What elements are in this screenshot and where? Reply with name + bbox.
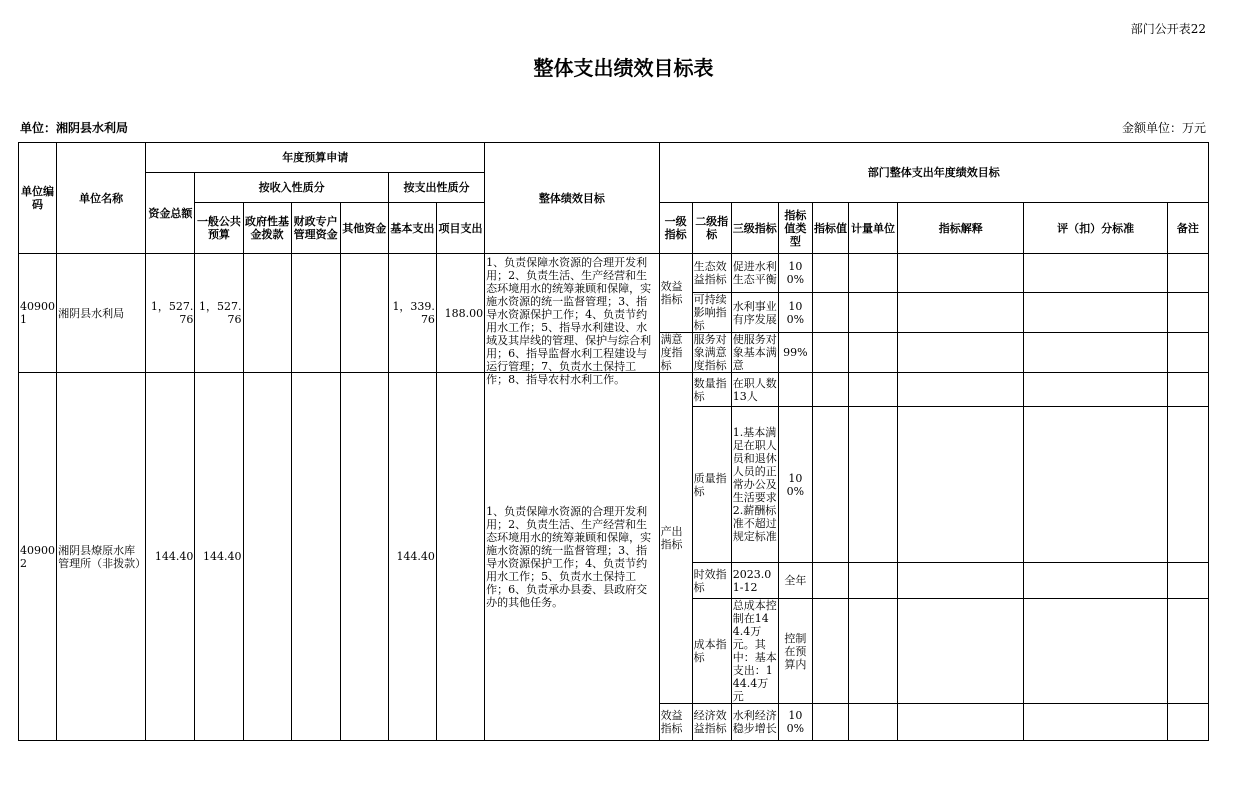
page-title: 整体支出绩效目标表 xyxy=(533,56,714,80)
header-value: 指标值 xyxy=(812,203,848,254)
row2-name: 湘阴县燎原水库管理所（非拨款） xyxy=(57,373,146,741)
header-unit-name: 单位名称 xyxy=(57,143,146,254)
row1-l2-satisfaction-text: 服务对象满意度指标 xyxy=(693,333,727,372)
row2-l3-quality: 1.基本满足在职人员和退休人员的正常办公及生活要求 2.薪酬标准不超过规定标准 xyxy=(731,407,778,563)
row2-type-cost: 控制在预算内 xyxy=(778,599,812,704)
row2-l2-economic: 经济效益指标 xyxy=(692,704,731,741)
row2-l2-cost: 成本指标 xyxy=(692,599,731,704)
row1-name: 湘阴县水利局 xyxy=(57,254,146,373)
row2-gov-fund xyxy=(243,373,291,741)
header-gov-fund: 政府性基金拨款 xyxy=(243,203,291,254)
header-basic-exp: 基本支出 xyxy=(388,203,436,254)
row1-l1-satisfaction-text: 满意度指标 xyxy=(660,333,683,372)
row1-basic: 1，339.76 xyxy=(388,254,436,373)
row2-l2-quality: 质量指标 xyxy=(692,407,731,563)
row1-l2-satisfaction xyxy=(692,333,731,373)
row2-other xyxy=(340,373,388,741)
row1-l1-benefit: 效益指标 xyxy=(659,254,692,333)
header-level2: 二级指标 xyxy=(692,203,731,254)
row2-l3-quantity: 在职人数13人 xyxy=(731,373,778,407)
row1-l3-eco xyxy=(731,254,778,293)
table-number-label: 部门公开表22 xyxy=(1130,22,1206,36)
row1-type-satisfaction: 99% xyxy=(778,333,812,373)
row2-l2-time: 时效指标 xyxy=(692,563,731,599)
header-other-fund: 其他资金 xyxy=(340,203,388,254)
row1-type-sustain: 100% xyxy=(778,293,812,333)
row2-type-quality: 100% xyxy=(778,407,812,563)
row2-l1-output: 产出指标 xyxy=(659,373,692,704)
row2-fiscal xyxy=(291,373,340,741)
row2-total: 144.40 xyxy=(146,373,195,741)
header-budget-apply: 年度预算申请 xyxy=(146,143,485,173)
row2-project xyxy=(436,373,484,741)
row2-l3-economic xyxy=(731,704,778,741)
header-remark: 备注 xyxy=(1167,203,1208,254)
row1-gov-fund xyxy=(243,254,291,373)
table-row xyxy=(19,254,1209,293)
row2-l3-cost: 总成本控制在144.4万元。其中：基本支出：144.4万元 xyxy=(732,599,777,703)
row1-code: 409001 xyxy=(19,254,57,373)
row2-general: 144.40 xyxy=(195,373,243,741)
row1-l1-satisfaction xyxy=(659,333,692,373)
row2-type-quantity xyxy=(778,373,812,407)
header-overall-goal: 整体绩效目标 xyxy=(485,143,659,254)
row1-l2-sustain xyxy=(692,293,731,333)
row2-l2-quantity: 数量指标 xyxy=(692,373,731,407)
row1-l2-eco: 生态效益指标 xyxy=(692,254,731,293)
header-dept-goal: 部门整体支出年度绩效目标 xyxy=(659,143,1208,203)
header-unit-code: 单位编码 xyxy=(19,143,57,254)
header-level1: 一级指标 xyxy=(659,203,692,254)
row2-code: 409002 xyxy=(19,373,57,741)
header-general-budget: 一般公共预算 xyxy=(195,203,243,254)
header-scoring: 评（扣）分标准 xyxy=(1024,203,1167,254)
header-level3: 三级指标 xyxy=(731,203,778,254)
header-measure-unit: 计量单位 xyxy=(849,203,898,254)
row1-l3-eco-text: 促进水利生态平衡 xyxy=(732,260,777,286)
header-by-expense: 按支出性质分 xyxy=(388,173,484,203)
header-fiscal-account: 财政专户管理资金 xyxy=(291,203,340,254)
row1-project: 188.00 xyxy=(436,254,484,373)
header-value-type: 指标值类型 xyxy=(778,203,812,254)
money-unit-label: 金额单位：万元 xyxy=(1121,121,1206,135)
row1-l3-satisfaction-text: 使服务对象基本满意 xyxy=(732,333,777,372)
row1-general: 1，527.76 xyxy=(195,254,243,373)
row1-l2-sustain-text: 可持续影响指标 xyxy=(693,293,727,332)
row1-goal-text: 1、负责保障水资源的合理开发利用；2、负责生活、生产经营和生态环境用水的统筹兼顾和保障，实施水资源的统一监督管理；3、指导水资源保护工作；4、负责节约用水工作；5、指导水利建设、水域及其岸线的管理、保护与综合利用；6、指导监督水利工程建设与运行管理；7、负责水土保持工作；8、指导农村水利工作。 xyxy=(486,256,652,386)
row1-fiscal xyxy=(291,254,340,373)
row2-basic: 144.40 xyxy=(388,373,436,741)
row2-l3-economic-text: 水利经济稳步增长 xyxy=(732,709,777,735)
row2-goal: 1、负责保障水资源的合理开发利用；2、负责生活、生产经营和生态环境用水的统筹兼顾和保障，实施水资源的统一监督管理；3、指导水资源保护工作；4、负责节约用水工作；5、负责水土保持工作；6、负责承办县委、县政府交办的其他任务。 xyxy=(485,373,659,741)
row2-type-time: 全年 xyxy=(778,563,812,599)
row1-other xyxy=(340,254,388,373)
header-explanation: 指标解释 xyxy=(898,203,1024,254)
row1-type-eco: 100% xyxy=(778,254,812,293)
header-by-income: 按收入性质分 xyxy=(195,173,388,203)
row2-l3-time: 2023.01-12 xyxy=(731,563,778,599)
row2-type-economic: 100% xyxy=(778,704,812,741)
row1-goal xyxy=(485,254,659,386)
header-total: 资金总额 xyxy=(146,173,195,254)
performance-table xyxy=(18,142,1209,741)
row1-l3-satisfaction xyxy=(731,333,778,373)
header-project-exp: 项目支出 xyxy=(436,203,484,254)
row1-l3-sustain: 水利事业有序发展 xyxy=(731,293,778,333)
unit-label: 单位：湘阴县水利局 xyxy=(20,121,129,135)
row1-total: 1，527.76 xyxy=(146,254,195,373)
row2-l1-benefit: 效益指标 xyxy=(659,704,692,741)
